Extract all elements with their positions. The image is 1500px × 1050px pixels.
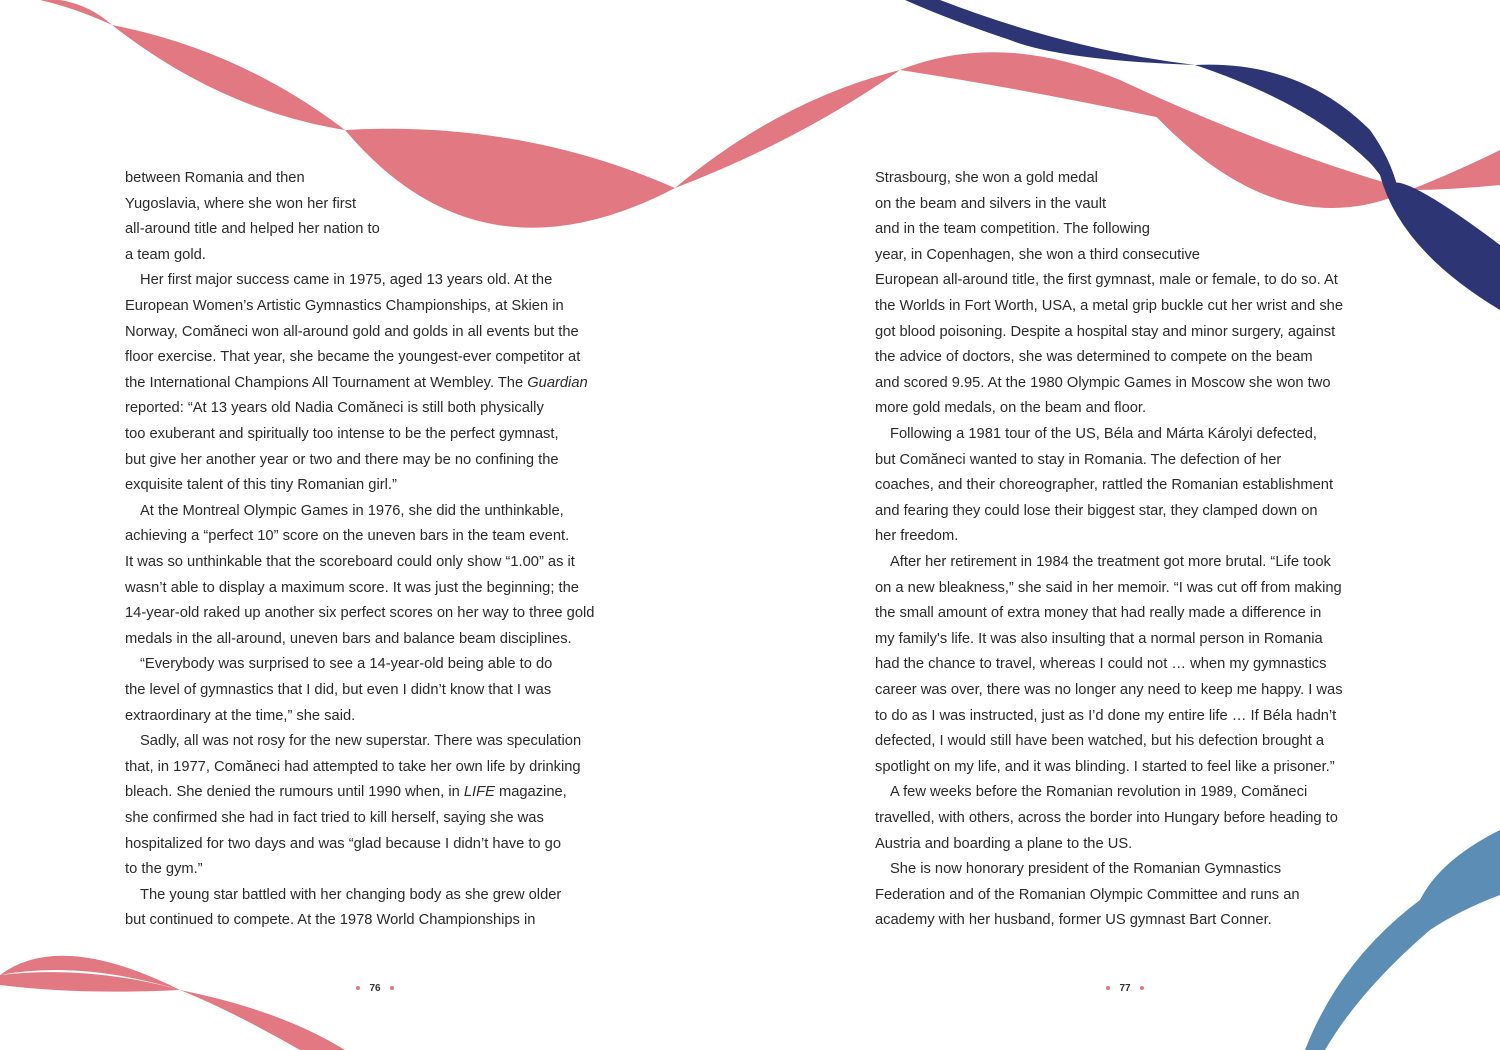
text-line: on a new bleakness,” she said in her memoir. “I was cut off from making bbox=[875, 579, 1342, 596]
text-line: defected, I would still have been watched, but his defection brought a bbox=[875, 733, 1325, 750]
folio-dot bbox=[356, 986, 360, 990]
text-line: A few weeks before the Romanian revolution in 1989, Comăneci bbox=[890, 784, 1308, 801]
text-line: but Comăneci wanted to stay in Romania. The defection of her bbox=[875, 451, 1282, 468]
text-line: hospitalized for two days and was “glad because I didn’t have to go bbox=[125, 835, 561, 852]
text-line: a team gold. bbox=[125, 246, 206, 263]
text-line: achieving a “perfect 10” score on the uneven bars in the team event. bbox=[125, 528, 570, 545]
text-line: the level of gymnastics that I did, but even I didn’t know that I was bbox=[125, 682, 552, 698]
page-number-left bbox=[325, 983, 425, 994]
text-line: the advice of doctors, she was determined to compete on the beam bbox=[875, 349, 1313, 366]
text-line: the small amount of extra money that had really made a difference in bbox=[875, 605, 1322, 622]
text-line: the Worlds in Fort Worth, USA, a metal grip buckle cut her wrist and she bbox=[875, 298, 1344, 314]
text-line: European Women’s Artistic Gymnastics Championships, at Skien in bbox=[125, 298, 564, 314]
page-number-text: 77 bbox=[1119, 983, 1131, 994]
text-line: career was over, there was no longer any need to keep me happy. I was bbox=[875, 682, 1343, 698]
text-line: Austria and boarding a plane to the US. bbox=[875, 835, 1133, 852]
text-line: and scored 9.95. At the 1980 Olympic Games in Moscow she won two bbox=[875, 374, 1331, 391]
text-line: she confirmed she had in fact tried to kill herself, saying she was bbox=[125, 810, 544, 826]
text-line: had the chance to travel, whereas I could not … when my gymnastics bbox=[875, 656, 1327, 673]
text-line: and fearing they could lose their biggest star, they clamped down on bbox=[875, 502, 1318, 519]
text-line bbox=[125, 374, 588, 392]
text-line: At the Montreal Olympic Games in 1976, she did the unthinkable, bbox=[140, 502, 564, 519]
text-line: all-around title and helped her nation to bbox=[125, 221, 380, 238]
text-line: but continued to compete. At the 1978 World Championships in bbox=[125, 912, 536, 929]
text-line: travelled, with others, across the border into Hungary before heading to bbox=[875, 810, 1338, 826]
page-number-text: 76 bbox=[369, 983, 381, 994]
text-line: my family's life. It was also insulting that a normal person in Romania bbox=[875, 630, 1323, 647]
text-line: and in the team competition. The following bbox=[875, 221, 1150, 238]
text-line: It was so unthinkable that the scoreboard could only show “1.00” as it bbox=[125, 554, 575, 570]
folio-dot bbox=[1140, 986, 1144, 990]
text-line: Yugoslavia, where she won her first bbox=[125, 195, 357, 212]
text-line: Norway, Comăneci won all-around gold and golds in all events but the bbox=[125, 323, 579, 340]
text-line: between Romania and then bbox=[125, 170, 305, 186]
text-line: After her retirement in 1984 the treatment got more brutal. “Life took bbox=[890, 554, 1331, 570]
text-line: academy with her husband, former US gymnast Bart Conner. bbox=[875, 912, 1272, 929]
text-line: 14-year-old raked up another six perfect scores on her way to three gold bbox=[125, 605, 595, 622]
text-line: too exuberant and spiritually too intense to be the perfect gymnast, bbox=[125, 426, 559, 442]
text-line: Strasbourg, she won a gold medal bbox=[875, 170, 1098, 186]
text-line: on the beam and silvers in the vault bbox=[875, 195, 1107, 212]
text-line: European all-around title, the first gymnast, male or female, to do so. At bbox=[875, 272, 1338, 289]
text-line: Following a 1981 tour of the US, Béla and Márta Károlyi defected, bbox=[890, 426, 1317, 442]
text-line: Her first major success came in 1975, aged 13 years old. At the bbox=[140, 272, 553, 289]
text-line: She is now honorary president of the Romanian Gymnastics bbox=[890, 861, 1282, 878]
italic-title: LIFE bbox=[463, 784, 495, 801]
right-page bbox=[750, 0, 1500, 1050]
text-segment: the International Champions All Tournament at Wembley. The bbox=[125, 374, 528, 391]
text-line: “Everybody was surprised to see a 14-year-old being able to do bbox=[140, 656, 553, 673]
text-line: Sadly, all was not rosy for the new superstar. There was speculation bbox=[140, 733, 582, 750]
text-line: that, in 1977, Comăneci had attempted to take her own life by drinking bbox=[125, 758, 581, 775]
text-line: spotlight on my life, and it was blinding. I started to feel like a prisoner.” bbox=[875, 758, 1335, 775]
text-line: floor exercise. That year, she became the youngest-ever competitor at bbox=[125, 349, 581, 366]
text-line: exquisite talent of this tiny Romanian girl.” bbox=[125, 477, 397, 494]
text-line: The young star battled with her changing body as she grew older bbox=[140, 886, 562, 903]
text-line: medals in the all-around, uneven bars and balance beam disciplines. bbox=[125, 630, 572, 647]
text-line: reported: “At 13 years old Nadia Comăneci is still both physically bbox=[125, 400, 544, 417]
text-line: to the gym.” bbox=[125, 861, 203, 878]
text-line bbox=[125, 783, 567, 801]
text-segment: bleach. She denied the rumours until 1990 when, in bbox=[125, 784, 464, 801]
text-line: wasn’t able to display a maximum score. It was just the beginning; the bbox=[125, 579, 579, 596]
text-line: extraordinary at the time,” she said. bbox=[125, 707, 356, 724]
italic-title: Guardian bbox=[527, 374, 588, 391]
text-segment: magazine, bbox=[494, 784, 567, 801]
text-line: coaches, and their choreographer, rattled the Romanian establishment bbox=[875, 477, 1334, 494]
text-line: Federation and of the Romanian Olympic Committee and runs an bbox=[875, 886, 1300, 903]
text-line: more gold medals, on the beam and floor. bbox=[875, 400, 1147, 417]
page-number-right bbox=[1075, 983, 1175, 994]
text-line: got blood poisoning. Despite a hospital stay and minor surgery, against bbox=[875, 323, 1336, 340]
text-line: year, in Copenhagen, she won a third consecutive bbox=[875, 246, 1200, 263]
folio-dot bbox=[1106, 986, 1110, 990]
text-line: to do as I was instructed, just as I’d done my entire life … If Béla hadn’t bbox=[875, 707, 1337, 724]
text-line: her freedom. bbox=[875, 528, 959, 545]
text-line: but give her another year or two and there may be no confining the bbox=[125, 451, 559, 468]
folio-dot bbox=[390, 986, 394, 990]
